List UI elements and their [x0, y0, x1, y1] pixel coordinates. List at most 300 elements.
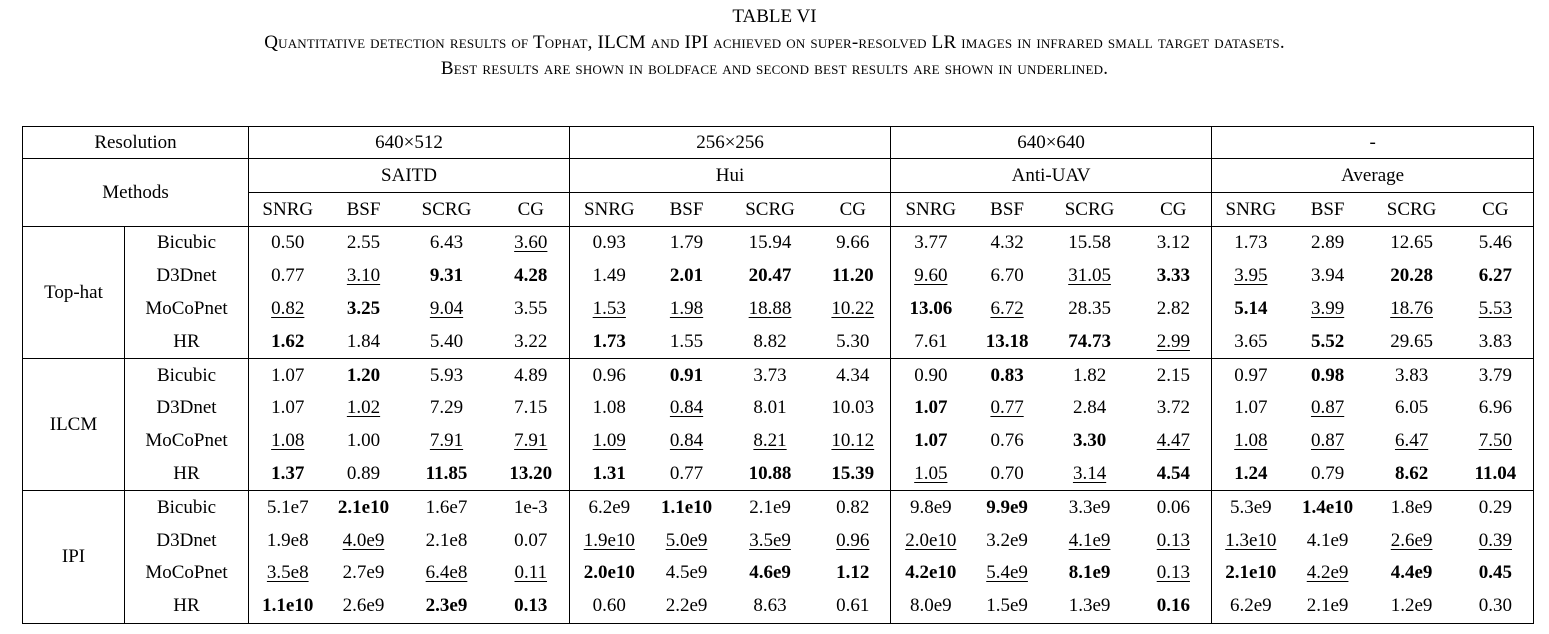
resolution-header: Resolution	[23, 127, 249, 159]
table-cell	[570, 293, 649, 326]
cell-value: 0.96	[592, 364, 626, 386]
table-cell	[401, 590, 493, 623]
cell-value: 2.15	[1156, 364, 1190, 386]
cell-value: 0.87	[1310, 430, 1345, 452]
table-cell	[1212, 293, 1290, 326]
resolution-average: -	[1212, 127, 1534, 159]
cell-value: 3.2e9	[986, 529, 1028, 551]
cell-value: 0.96	[836, 529, 870, 551]
cell-value: 0.97	[1234, 364, 1268, 386]
table-cell	[1136, 425, 1212, 458]
cell-value: 3.72	[1156, 397, 1190, 419]
cell-value: 1.07	[271, 364, 305, 386]
table-cell	[570, 325, 649, 358]
metric-header: CG	[1136, 193, 1212, 227]
table-cell	[1136, 293, 1212, 326]
cell-value: 1.12	[836, 562, 870, 584]
cell-value: 5.30	[836, 330, 870, 352]
cell-value: 1.1e10	[262, 595, 314, 617]
table-cell	[816, 425, 891, 458]
cell-value: 20.47	[748, 265, 792, 287]
cell-value: 3.33	[1156, 265, 1190, 287]
table-cell	[1290, 491, 1366, 524]
cell-value: 1.2e9	[1390, 595, 1433, 617]
metric-header: SNRG	[262, 198, 314, 220]
table-caption	[0, 4, 1549, 82]
table-cell	[401, 392, 493, 425]
method-label: D3Dnet	[125, 260, 249, 293]
table-cell	[1458, 325, 1534, 358]
table-row	[23, 491, 1534, 524]
cell-value: 5.3e9	[1230, 496, 1272, 518]
cell-value: 5.52	[1310, 330, 1345, 352]
table-cell	[971, 425, 1044, 458]
cell-value: 8.63	[753, 595, 787, 617]
table-cell	[1458, 425, 1534, 458]
cell-value: 0.29	[1478, 496, 1512, 518]
table-cell	[570, 590, 649, 623]
table-cell	[1044, 392, 1136, 425]
table-cell	[1044, 325, 1136, 358]
table-cell	[971, 359, 1044, 392]
cell-value: 74.73	[1068, 330, 1111, 352]
cell-value: 3.55	[514, 297, 548, 319]
table-cell	[1044, 293, 1136, 326]
table-row	[23, 524, 1534, 557]
cell-value: 0.13	[514, 595, 548, 617]
cell-value: 0.61	[836, 595, 870, 617]
cell-value: 2.6e9	[342, 595, 385, 617]
cell-value: 0.91	[669, 364, 704, 386]
cell-value: 3.10	[346, 265, 381, 287]
cell-value: 9.60	[914, 265, 948, 287]
table-cell	[1366, 260, 1458, 293]
table-cell	[1366, 425, 1458, 458]
metric-header: CG	[1458, 193, 1534, 227]
cell-value: 2.0e10	[583, 562, 635, 584]
table-cell	[816, 325, 891, 358]
table-cell	[1366, 359, 1458, 392]
table-cell	[1136, 557, 1212, 590]
cell-value: 1.3e9	[1068, 595, 1111, 617]
table-cell	[327, 590, 401, 623]
table-cell	[1212, 590, 1290, 623]
cell-value: 1.09	[592, 430, 626, 452]
cell-value: 29.65	[1390, 330, 1433, 352]
table-cell	[570, 359, 649, 392]
table-cell	[971, 260, 1044, 293]
detector-group-label: IPI	[23, 491, 125, 623]
table-cell	[816, 293, 891, 326]
table-cell	[493, 458, 570, 491]
table-cell	[401, 260, 493, 293]
table-cell	[816, 392, 891, 425]
cell-value: 0.82	[271, 297, 305, 319]
cell-value: 1.24	[1234, 462, 1268, 484]
table-cell	[891, 227, 971, 260]
table-cell	[570, 524, 649, 557]
cell-value: 10.88	[748, 462, 792, 484]
table-cell	[649, 227, 725, 260]
table-cell	[1366, 557, 1458, 590]
dataset-hui: Hui	[570, 159, 891, 193]
method-label: MoCoPnet	[125, 557, 249, 590]
method-label: MoCoPnet	[125, 293, 249, 326]
table-cell	[649, 260, 725, 293]
table-cell	[1290, 425, 1366, 458]
table-cell	[1044, 260, 1136, 293]
method-label: Bicubic	[125, 227, 249, 260]
table-cell	[249, 293, 327, 326]
table-cell	[327, 458, 401, 491]
cell-value: 6.05	[1394, 397, 1429, 419]
table-cell	[891, 325, 971, 358]
table-cell	[816, 524, 891, 557]
cell-value: 2.01	[669, 265, 704, 287]
cell-value: 5.40	[429, 330, 464, 352]
cell-value: 1.4e10	[1302, 496, 1354, 518]
cell-value: 0.45	[1478, 562, 1512, 584]
table-cell	[1212, 359, 1290, 392]
cell-value: 1.82	[1072, 364, 1107, 386]
resolution-anti-uav: 640×640	[891, 127, 1212, 159]
cell-value: 0.60	[592, 595, 626, 617]
cell-value: 9.04	[429, 297, 464, 319]
table-cell	[1458, 491, 1534, 524]
cell-value: 10.12	[831, 430, 875, 452]
cell-value: 6.43	[429, 232, 464, 254]
cell-value: 1.00	[346, 430, 381, 452]
table-cell	[816, 227, 891, 260]
table-cell	[401, 227, 493, 260]
table-cell	[1212, 392, 1290, 425]
table-cell	[725, 458, 816, 491]
method-label: D3Dnet	[125, 524, 249, 557]
table-row	[23, 227, 1534, 260]
table-cell	[971, 458, 1044, 491]
metric-header: SNRG	[583, 198, 635, 220]
table-cell	[971, 227, 1044, 260]
table-label: TABLE VI	[732, 6, 817, 27]
table-row	[23, 325, 1534, 358]
table-cell	[570, 227, 649, 260]
cell-value: 6.27	[1478, 265, 1512, 287]
cell-value: 3.95	[1234, 265, 1268, 287]
table-cell	[1212, 227, 1290, 260]
table-cell	[401, 458, 493, 491]
table-cell	[1458, 293, 1534, 326]
cell-value: 2.1e9	[749, 496, 791, 518]
cell-value: 3.12	[1156, 232, 1190, 254]
cell-value: 3.77	[914, 232, 948, 254]
cell-value: 0.83	[990, 364, 1024, 386]
table-cell	[249, 524, 327, 557]
metric-header: CG	[816, 193, 891, 227]
cell-value: 1.9e10	[583, 529, 635, 551]
table-cell	[570, 260, 649, 293]
table-cell	[401, 325, 493, 358]
table-cell	[649, 491, 725, 524]
cell-value: 0.87	[1310, 397, 1345, 419]
cell-value: 0.98	[1310, 364, 1345, 386]
cell-value: 3.83	[1478, 330, 1512, 352]
table-cell	[891, 392, 971, 425]
cell-value: 0.79	[1310, 462, 1345, 484]
table-cell	[249, 491, 327, 524]
cell-value: 0.84	[669, 430, 704, 452]
table-cell	[1458, 260, 1534, 293]
table-cell	[725, 524, 816, 557]
table-cell	[649, 293, 725, 326]
table-cell	[816, 590, 891, 623]
cell-value: 8.21	[753, 430, 787, 452]
table-cell	[401, 557, 493, 590]
cell-value: 8.0e9	[909, 595, 952, 617]
table-cell	[401, 359, 493, 392]
cell-value: 1e-3	[513, 496, 548, 518]
table-cell	[1044, 524, 1136, 557]
cell-value: 2.3e9	[425, 595, 468, 617]
cell-value: 7.91	[429, 430, 464, 452]
metric-header: SCRG	[1064, 198, 1115, 220]
table-cell	[327, 524, 401, 557]
cell-value: 2.6e9	[1390, 529, 1433, 551]
cell-value: 2.7e9	[342, 562, 385, 584]
table-cell	[327, 293, 401, 326]
table-cell	[971, 557, 1044, 590]
cell-value: 0.77	[990, 397, 1024, 419]
dataset-saitd: SAITD	[249, 159, 570, 193]
table-cell	[816, 458, 891, 491]
table-cell	[249, 590, 327, 623]
cell-value: 13.20	[509, 462, 553, 484]
cell-value: 0.30	[1478, 595, 1512, 617]
cell-value: 2.84	[1072, 397, 1107, 419]
cell-value: 0.39	[1478, 529, 1512, 551]
cell-value: 5.1e7	[266, 496, 309, 518]
cell-value: 6.70	[990, 265, 1024, 287]
table-row	[23, 392, 1534, 425]
cell-value: 3.94	[1310, 265, 1345, 287]
cell-value: 1.07	[914, 430, 948, 452]
cell-value: 0.84	[669, 397, 704, 419]
cell-value: 4.2e9	[1306, 562, 1349, 584]
table-cell	[891, 524, 971, 557]
table-cell	[249, 325, 327, 358]
table-cell	[725, 557, 816, 590]
table-cell	[1458, 590, 1534, 623]
cell-value: 9.9e9	[986, 496, 1028, 518]
cell-value: 9.31	[429, 265, 464, 287]
cell-value: 0.06	[1156, 496, 1190, 518]
table-cell	[1212, 325, 1290, 358]
table-cell	[725, 293, 816, 326]
cell-value: 4.1e9	[1306, 529, 1349, 551]
table-cell	[493, 260, 570, 293]
cell-value: 4.47	[1156, 430, 1190, 452]
table-row	[23, 425, 1534, 458]
table-cell	[401, 293, 493, 326]
caption-line-2: Best results are shown in boldface and second best results are shown in underlined.	[440, 58, 1109, 79]
cell-value: 2.89	[1310, 232, 1345, 254]
cell-value: 1.20	[346, 364, 381, 386]
cell-value: 7.61	[914, 330, 948, 352]
table-cell	[249, 227, 327, 260]
table-cell	[493, 425, 570, 458]
cell-value: 6.47	[1394, 430, 1429, 452]
cell-value: 3.5e8	[266, 562, 309, 584]
table-cell	[1212, 557, 1290, 590]
table-cell	[816, 557, 891, 590]
table-cell	[1044, 458, 1136, 491]
cell-value: 15.94	[748, 232, 792, 254]
cell-value: 3.22	[514, 330, 548, 352]
cell-value: 2.99	[1156, 330, 1190, 352]
metric-header: SCRG	[1386, 198, 1437, 220]
table-cell	[1366, 293, 1458, 326]
cell-value: 31.05	[1068, 265, 1111, 287]
table-cell	[1136, 325, 1212, 358]
cell-value: 5.4e9	[986, 562, 1028, 584]
cell-value: 1.31	[592, 462, 626, 484]
method-label: MoCoPnet	[125, 425, 249, 458]
cell-value: 3.73	[753, 364, 787, 386]
table-cell	[493, 491, 570, 524]
method-label: D3Dnet	[125, 392, 249, 425]
cell-value: 0.50	[271, 232, 305, 254]
cell-value: 1.08	[271, 430, 305, 452]
table-cell	[493, 227, 570, 260]
table-cell	[1290, 392, 1366, 425]
cell-value: 1.1e10	[660, 496, 713, 518]
table-cell	[1458, 359, 1534, 392]
table-cell	[1366, 458, 1458, 491]
cell-value: 1.84	[346, 330, 381, 352]
table-cell	[816, 491, 891, 524]
table-cell	[401, 524, 493, 557]
cell-value: 6.96	[1478, 397, 1512, 419]
cell-value: 5.46	[1478, 232, 1512, 254]
table-cell	[493, 293, 570, 326]
table-cell	[1044, 425, 1136, 458]
table-cell	[1290, 590, 1366, 623]
table-cell	[725, 392, 816, 425]
table-cell	[816, 359, 891, 392]
cell-value: 9.66	[836, 232, 870, 254]
resolution-saitd: 640×512	[249, 127, 570, 159]
cell-value: 1.08	[1234, 430, 1268, 452]
table-cell	[327, 227, 401, 260]
metric-header: BSF	[346, 198, 381, 220]
cell-value: 2.1e9	[1306, 595, 1349, 617]
table-cell	[1366, 524, 1458, 557]
cell-value: 4.2e10	[905, 562, 957, 584]
table-cell	[249, 392, 327, 425]
table-cell	[1136, 227, 1212, 260]
dataset-anti-uav: Anti-UAV	[891, 159, 1212, 193]
cell-value: 1.07	[1234, 397, 1268, 419]
methods-header: Methods	[23, 159, 249, 227]
cell-value: 1.05	[914, 462, 948, 484]
cell-value: 4.6e9	[749, 562, 791, 584]
table-cell	[1044, 557, 1136, 590]
table-cell	[327, 392, 401, 425]
table-cell	[891, 491, 971, 524]
cell-value: 1.62	[271, 330, 305, 352]
cell-value: 1.9e8	[266, 529, 309, 551]
cell-value: 3.30	[1072, 430, 1107, 452]
table-cell	[1458, 227, 1534, 260]
table-row	[23, 557, 1534, 590]
cell-value: 1.07	[914, 397, 948, 419]
table-cell	[1366, 325, 1458, 358]
table-cell	[1290, 524, 1366, 557]
table-cell	[1290, 325, 1366, 358]
table-cell	[971, 392, 1044, 425]
table-cell	[249, 260, 327, 293]
table-cell	[327, 260, 401, 293]
metric-header: SNRG	[905, 198, 957, 220]
cell-value: 12.65	[1390, 232, 1433, 254]
cell-value: 6.72	[990, 297, 1024, 319]
table-cell	[971, 590, 1044, 623]
cell-value: 1.79	[669, 232, 704, 254]
cell-value: 2.0e10	[905, 529, 957, 551]
cell-value: 0.07	[514, 529, 548, 551]
table-cell	[891, 260, 971, 293]
cell-value: 4.1e9	[1068, 529, 1111, 551]
table-cell	[891, 359, 971, 392]
table-cell	[1212, 524, 1290, 557]
dataset-average: Average	[1212, 159, 1534, 193]
table-cell	[1136, 458, 1212, 491]
table-cell	[725, 425, 816, 458]
table-cell	[327, 359, 401, 392]
table-cell	[649, 359, 725, 392]
cell-value: 2.1e8	[425, 529, 468, 551]
table-cell	[1366, 392, 1458, 425]
table-cell	[649, 524, 725, 557]
cell-value: 1.73	[592, 330, 626, 352]
table-cell	[1212, 491, 1290, 524]
table-cell	[327, 425, 401, 458]
table-cell	[493, 557, 570, 590]
cell-value: 1.53	[592, 297, 626, 319]
table-cell	[649, 325, 725, 358]
table-cell	[1044, 227, 1136, 260]
cell-value: 18.88	[748, 297, 792, 319]
cell-value: 4.54	[1156, 462, 1190, 484]
cell-value: 5.14	[1234, 297, 1268, 319]
table-cell	[1212, 425, 1290, 458]
cell-value: 0.16	[1156, 595, 1190, 617]
cell-value: 7.91	[514, 430, 548, 452]
cell-value: 1.55	[669, 330, 704, 352]
cell-value: 1.07	[271, 397, 305, 419]
cell-value: 3.25	[346, 297, 381, 319]
table-cell	[1044, 590, 1136, 623]
table-cell	[816, 260, 891, 293]
table-cell	[1290, 458, 1366, 491]
table-cell	[725, 227, 816, 260]
cell-value: 2.1e10	[1225, 562, 1277, 584]
table-cell	[1458, 392, 1534, 425]
table-row	[23, 293, 1534, 326]
table-row	[23, 458, 1534, 491]
metric-header: BSF	[1310, 198, 1345, 220]
table-cell	[401, 491, 493, 524]
cell-value: 2.1e10	[337, 496, 390, 518]
